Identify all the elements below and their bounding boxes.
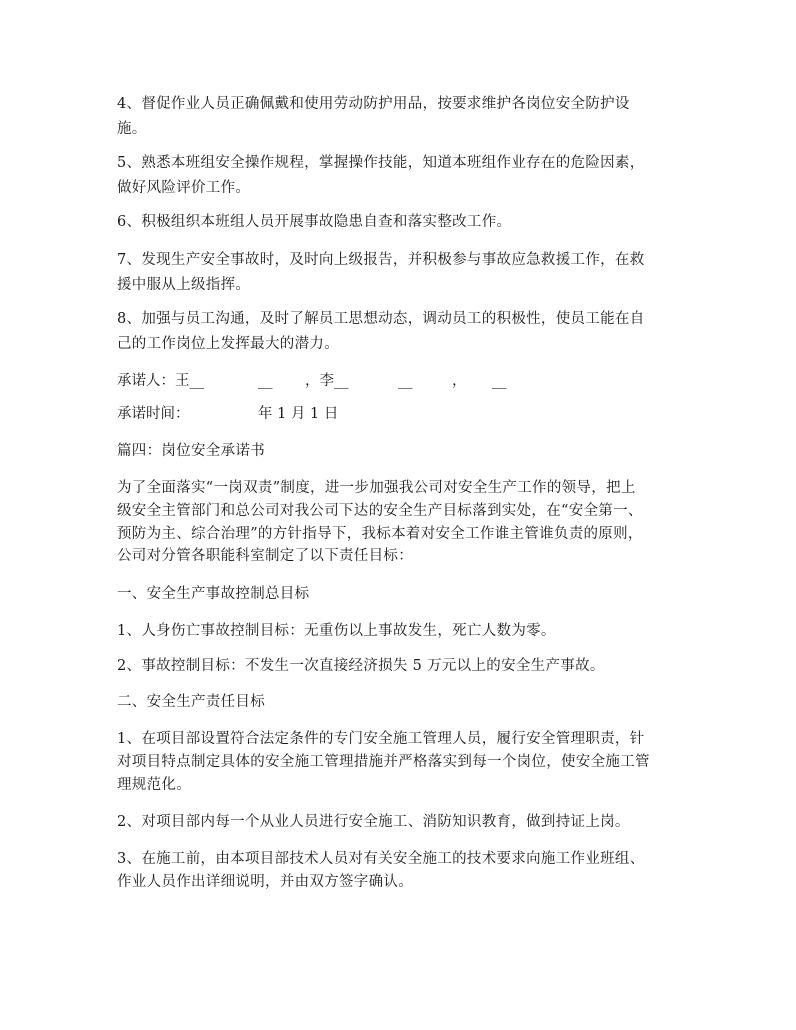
paragraph-item-8-line-1: 8、加强与员工沟通，及时了解员工思想动态，调动员工的积极性，使员工能在自 [117, 311, 645, 327]
paragraph-item-8-line-2: 己的工作岗位上发挥最大的潜力。 [117, 336, 339, 352]
signatory-label: 承诺人：王__ [117, 373, 204, 389]
resp-item-1-line-3: 理规范化。 [117, 777, 191, 793]
signatory-blank-3: __ [492, 373, 507, 389]
heading-responsibility-goal: 二、安全生产责任目标 [117, 694, 265, 710]
paragraph-item-4-line-2: 施。 [117, 121, 147, 137]
goal-item-2: 2、事故控制目标：不发生一次直接经济损失 5 万元以上的安全生产事故。 [117, 658, 605, 674]
date-value: 年 1 月 1 日 [258, 406, 339, 422]
intro-line-1: 为了全面落实“一岗双责”制度，进一步加强我公司对安全生产工作的领导，把上 [117, 480, 636, 496]
resp-item-1-line-1: 1、在项目部设置符合法定条件的专门安全施工管理人员，履行安全管理职责，针 [117, 731, 645, 747]
paragraph-item-5-line-1: 5、熟悉本班组安全操作规程，掌握操作技能，知道本班组作业存在的危险因素， [117, 155, 645, 171]
intro-line-4: 公司对分管各职能科室制定了以下责任目标： [117, 548, 413, 564]
resp-item-3-line-2: 作业人员作出详细说明，并由双方签字确认。 [117, 874, 413, 890]
signatory-li: ，李__ [305, 373, 349, 389]
intro-line-3: 预防为主、综合治理”的方针指导下，我标本着对安全工作谁主管谁负责的原则， [117, 526, 643, 542]
intro-line-2: 级安全主管部门和总公司对我公司下达的安全生产目标落到实处，在“安全第一、 [117, 503, 643, 519]
paragraph-item-7-line-1: 7、发现生产安全事故时，及时向上级报告，并积极参与事故应急救援工作，在救 [117, 252, 645, 268]
signatory-blank-2: __ [398, 373, 413, 389]
resp-item-2: 2、对项目部内每一个从业人员进行安全施工、消防知识教育，做到持证上岗。 [117, 814, 630, 830]
paragraph-item-4-line-1: 4、督促作业人员正确佩戴和使用劳动防护用品，按要求维护各岗位安全防护设 [117, 96, 630, 112]
paragraph-item-5-line-2: 做好风险评价工作。 [117, 180, 251, 196]
section-title: 篇四：岗位安全承诺书 [117, 443, 265, 459]
resp-item-1-line-2: 对项目特点制定具体的安全施工管理措施并严格落实到每一个岗位，使安全施工管 [117, 754, 650, 770]
date-label: 承诺时间： [117, 406, 190, 422]
paragraph-item-6-line-1: 6、积极组织本班组人员开展事故隐患自查和落实整改工作。 [117, 214, 512, 230]
goal-item-1: 1、人身伤亡事故控制目标：无重伤以上事故发生，死亡人数为零。 [117, 623, 556, 639]
signatory-blank-1: __ [258, 373, 273, 389]
heading-total-goal: 一、安全生产事故控制总目标 [117, 586, 310, 602]
signatory-comma: ， [452, 373, 467, 389]
resp-item-3-line-1: 3、在施工前，由本项目部技术人员对有关安全施工的技术要求向施工作业班组、 [117, 851, 645, 867]
paragraph-item-7-line-2: 援中服从上级指挥。 [117, 277, 251, 293]
